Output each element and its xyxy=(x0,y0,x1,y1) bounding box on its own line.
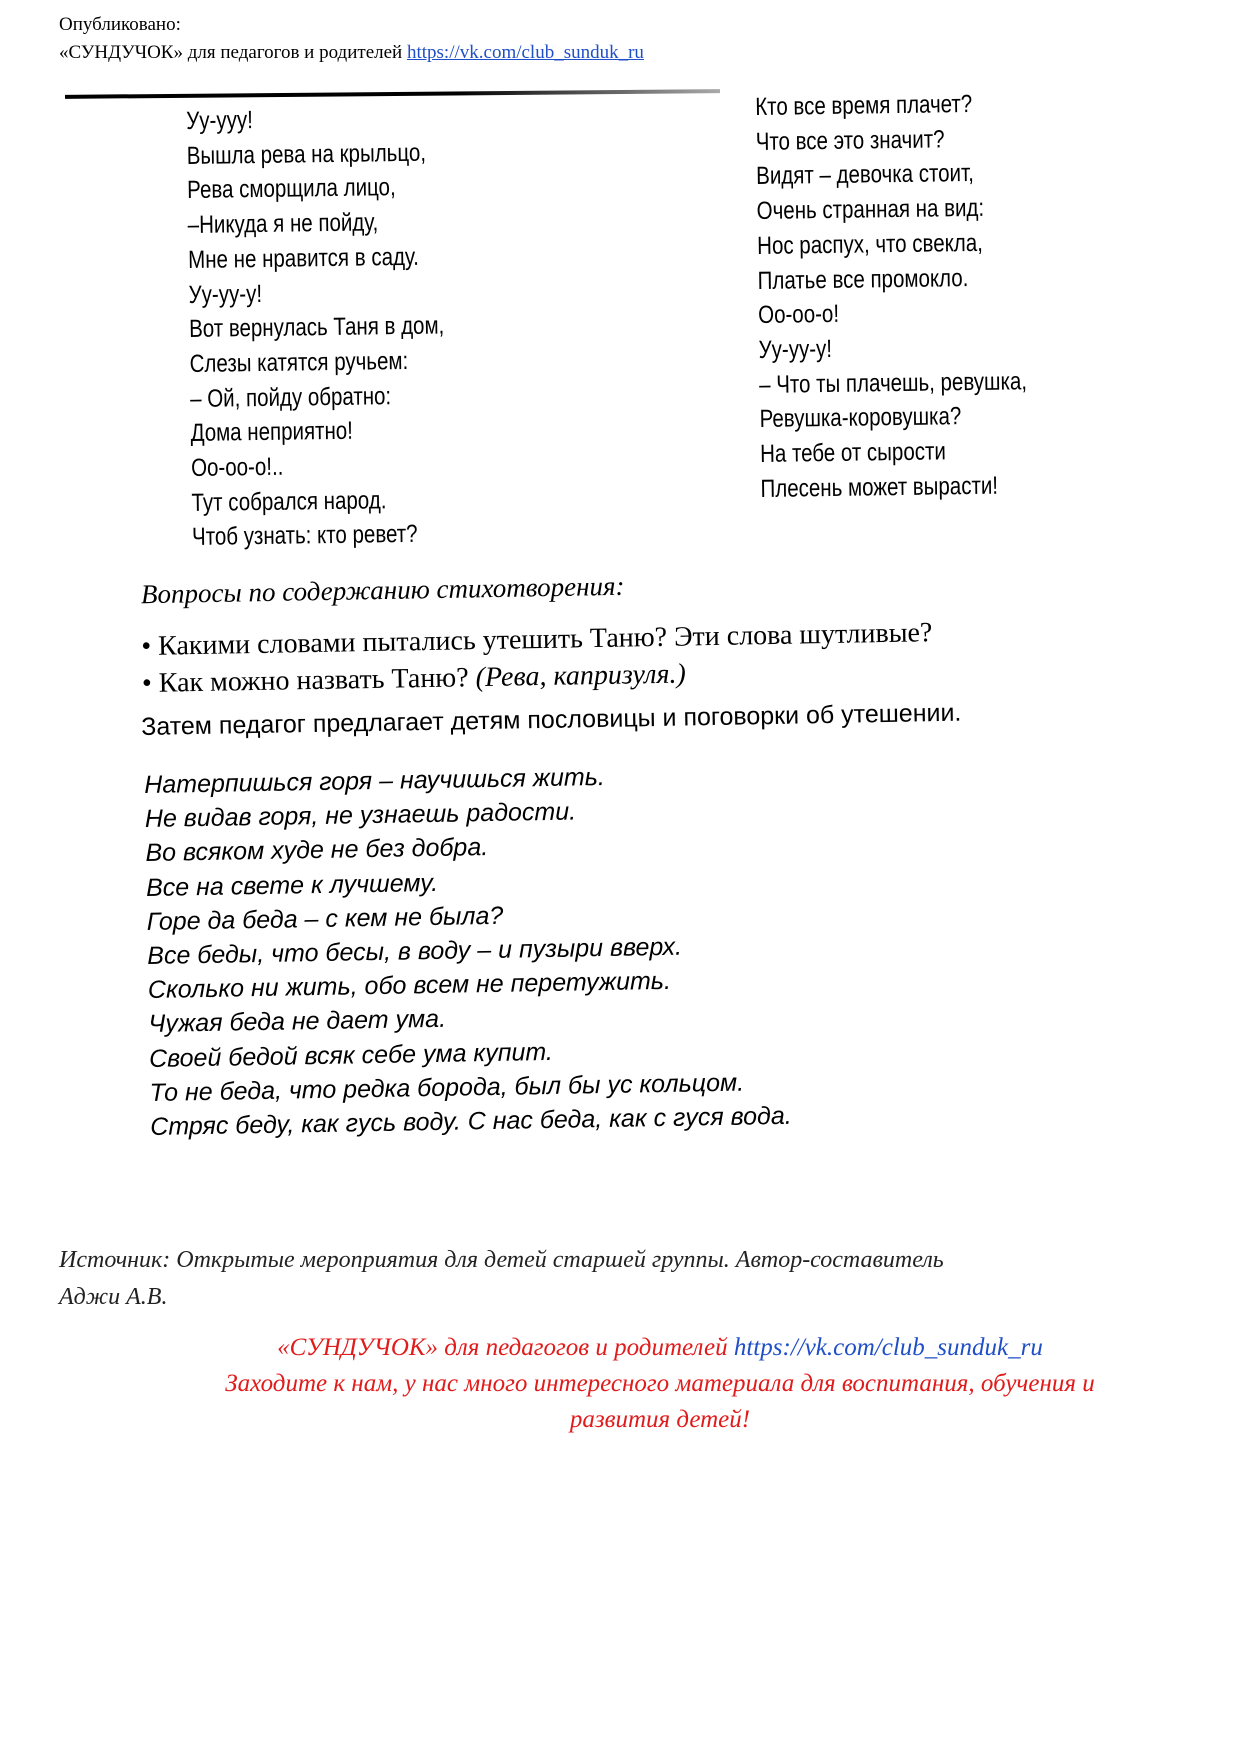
source-note xyxy=(59,1242,1179,1316)
proverb-line: Все беды, что бесы, в воду – и пузыри вверх. xyxy=(147,932,683,970)
group-link[interactable]: https://vk.com/club_sunduk_ru xyxy=(406,42,644,63)
poem-line: – Что ты плачешь, ревушка, xyxy=(758,366,1028,399)
poem-line: Мне не нравится в саду. xyxy=(187,242,420,274)
published-label: Опубликовано: xyxy=(59,14,181,35)
proverbs-list xyxy=(144,757,792,1144)
intro-text: Затем педагог предлагает детям пословицы и поговорки об утешении. xyxy=(141,698,962,741)
poem-line: Плесень может вырасти! xyxy=(760,471,999,503)
question-item: • Какими словами пытались утешить Таню? Эти слова шутливые? xyxy=(141,617,933,662)
poem-right-column xyxy=(755,85,1088,506)
source-line: Источник: Открытые мероприятия для детей старшей группы. Автор-составитель xyxy=(59,1247,944,1273)
proverb-line: Все на свете к лучшему. xyxy=(145,868,439,902)
proverb-line: Натерпишься горя – научишься жить. xyxy=(144,762,606,799)
promo-group-name: «СУНДУЧОК» для педагогов и родителей xyxy=(277,1334,734,1361)
proverb-line: Стряс беду, как гусь воду. С нас беда, как с гуся вода. xyxy=(150,1101,792,1141)
proverb-line: То не беда, что редка борода, был бы ус кольцом. xyxy=(149,1068,745,1107)
poem-line: Тут собрался народ. xyxy=(191,485,387,517)
promo-block xyxy=(60,1330,1240,1438)
proverb-line: Во всяком худе не без добра. xyxy=(145,833,489,868)
poem-line: –Никуда я не пойду, xyxy=(187,208,379,240)
poem-line: Оо-оо-о!.. xyxy=(190,452,284,482)
poem-line: Уу-уу-у! xyxy=(758,334,833,364)
poem-left-column xyxy=(186,100,503,555)
poem-line: Что все это значит? xyxy=(755,125,945,156)
poem-line: Ревушка-коровушка? xyxy=(759,402,962,434)
poem-line: Слезы катятся ручьем: xyxy=(189,346,409,378)
group-name: «СУНДУЧОК» для педагогов и родителей xyxy=(59,42,403,63)
poem-line: Видят – девочка стоит, xyxy=(756,159,975,191)
poem-line: – Ой, пойду обратно: xyxy=(189,381,392,413)
publisher-line xyxy=(59,42,644,64)
proverb-line: Не видав горя, не узнаешь радости. xyxy=(144,797,577,834)
poem-line: Дома неприятно! xyxy=(190,417,354,448)
poem-line: На тебе от сырости xyxy=(759,437,947,468)
poem-line: Нос распух, что свекла, xyxy=(756,228,984,260)
poem-line: Оо-оо-о! xyxy=(757,300,840,330)
source-author: Аджи А.В. xyxy=(59,1284,168,1310)
promo-line-2: Заходите к нам, у нас много интересного материала для воспитания, обучения и xyxy=(225,1370,1095,1397)
divider xyxy=(65,89,720,99)
promo-line-1 xyxy=(60,1330,1240,1366)
poem-line: Очень странная на вид: xyxy=(756,193,985,226)
question-answer: (Рева, капризуля.) xyxy=(475,658,687,694)
proverb-line: Горе да беда – с кем не была? xyxy=(146,901,504,936)
questions-list xyxy=(141,614,933,702)
poem-line: Рева сморщила лицо, xyxy=(187,173,396,205)
promo-link[interactable]: https://vk.com/club_sunduk_ru xyxy=(733,1334,1043,1361)
poem-line: Уу-уу-у! xyxy=(188,279,263,309)
poem-line: Платье все промокло. xyxy=(757,263,969,295)
promo-line-3: развития детей! xyxy=(569,1406,751,1433)
poem-line: Кто все время плачет? xyxy=(755,89,973,121)
poem-line: Вышла рева на крыльцо, xyxy=(186,138,427,170)
questions-heading: Вопросы по содержанию стихотворения: xyxy=(140,570,625,610)
poem-line: Чтоб узнать: кто ревет? xyxy=(191,520,418,552)
poem-line: Уу-ууу! xyxy=(186,106,253,135)
question-text: Как можно назвать Таню? xyxy=(158,662,476,699)
question-item: • Как можно назвать Таню? (Рева, капризуля.) xyxy=(141,658,687,699)
proverb-line: Чужая беда не дает ума. xyxy=(148,1005,447,1039)
proverb-line: Сколько ни жить, обо всем не перетужить. xyxy=(147,967,672,1005)
proverb-line: Своей бедой всяк себе ума купит. xyxy=(148,1037,554,1073)
question-text: Какими словами пытались утешить Таню? Эти слова шутливые? xyxy=(157,617,933,662)
poem-line: Вот вернулась Таня в дом, xyxy=(188,311,445,344)
